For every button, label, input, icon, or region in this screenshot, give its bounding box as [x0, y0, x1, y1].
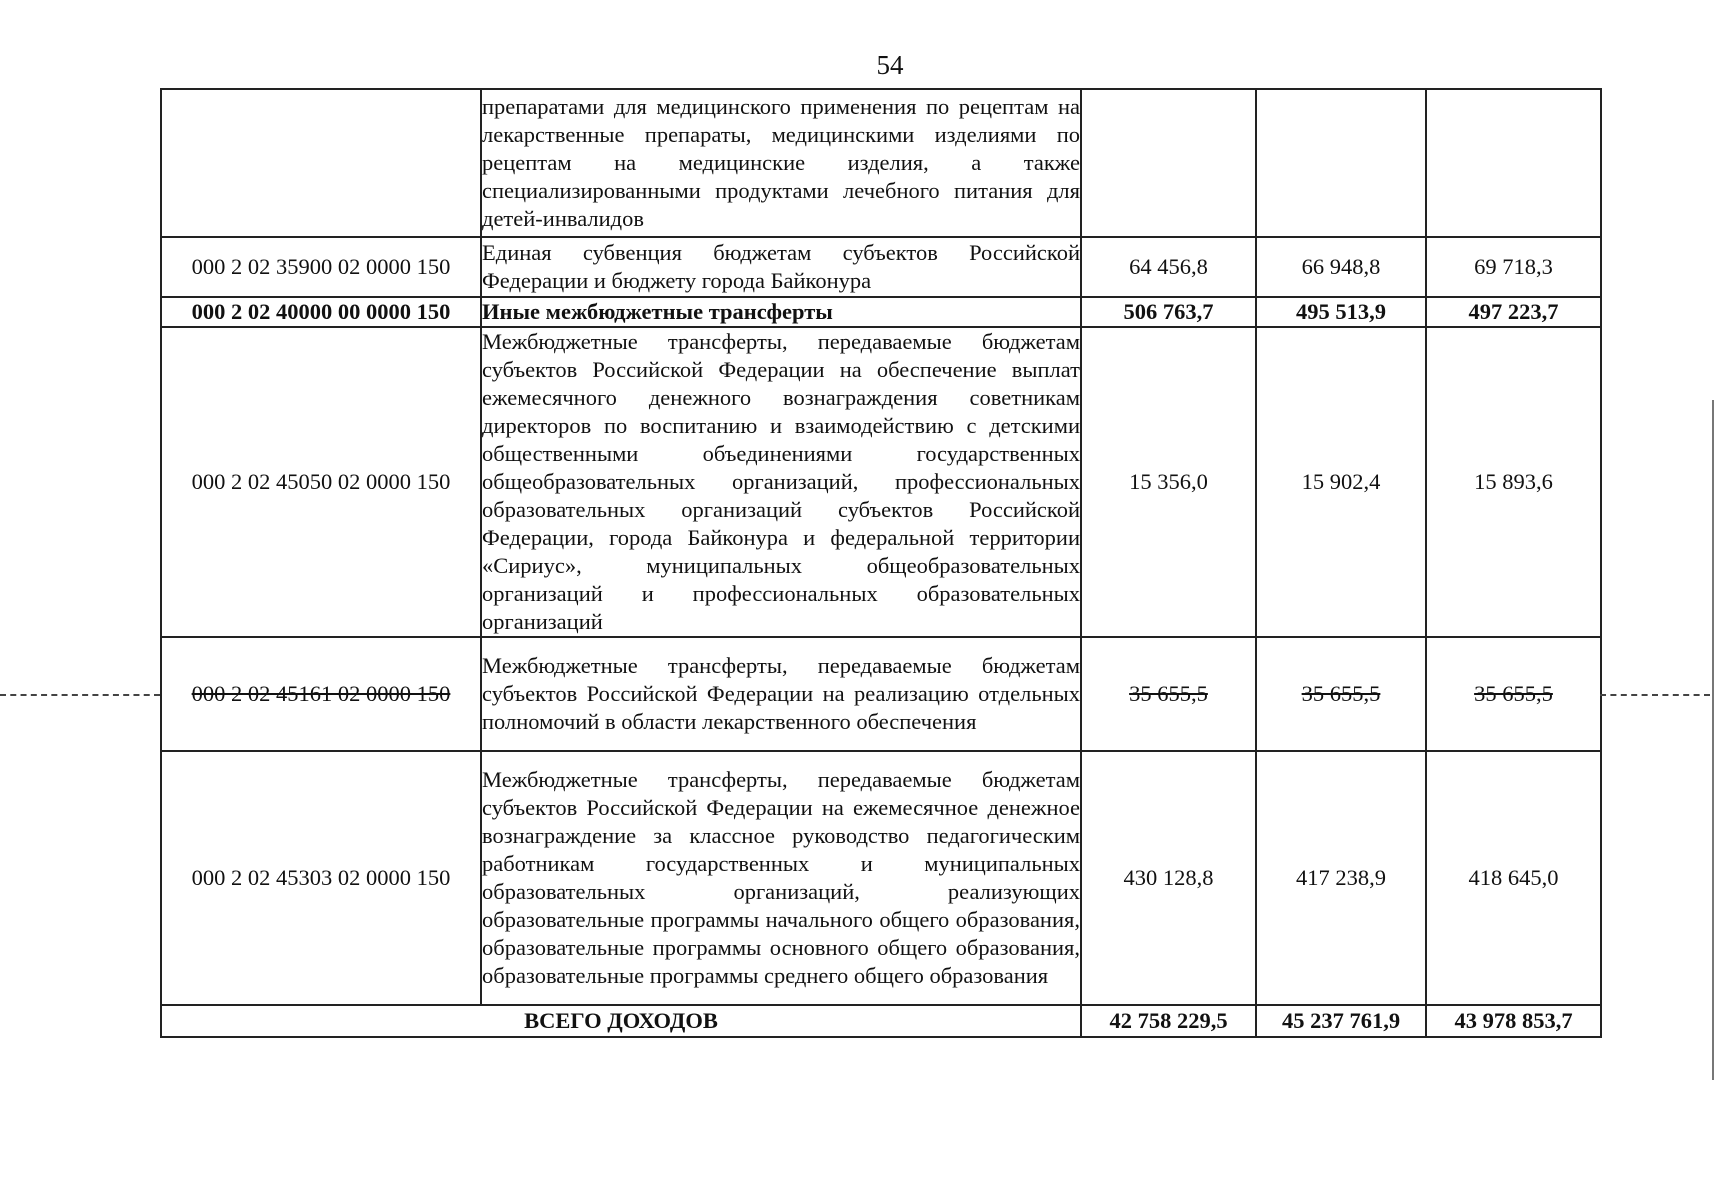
value-year-1: 506 763,7 — [1081, 297, 1256, 327]
value-year-3: 15 893,6 — [1426, 327, 1601, 637]
total-row — [161, 1005, 1601, 1037]
value-year-3: 69 718,3 — [1426, 237, 1601, 297]
value-year-2: 495 513,9 — [1256, 297, 1426, 327]
budget-description: Иные межбюджетные трансферты — [481, 297, 1081, 327]
budget-code — [161, 89, 481, 237]
table-row — [161, 237, 1601, 297]
value-year-3: 35 655,5 — [1426, 637, 1601, 751]
value-year-3 — [1426, 89, 1601, 237]
value-year-2: 15 902,4 — [1256, 327, 1426, 637]
total-value-year-2: 45 237 761,9 — [1256, 1005, 1426, 1037]
total-value-year-3: 43 978 853,7 — [1426, 1005, 1601, 1037]
value-year-1: 15 356,0 — [1081, 327, 1256, 637]
budget-code: 000 2 02 45161 02 0000 150 — [161, 637, 481, 751]
value-year-3: 497 223,7 — [1426, 297, 1601, 327]
budget-description: Межбюджетные трансферты, передаваемые бюджетам субъектов Российской Федерации на ежемесячное денежное вознаграждение за классное руководство педагогическим работникам государственных и муниципальных образовательных организаций, реализующих образовательные программы начального общего образования, образовательные программы основного общего образования, образовательные программы среднего общего образования — [481, 751, 1081, 1005]
total-value-year-1: 42 758 229,5 — [1081, 1005, 1256, 1037]
table-row — [161, 327, 1601, 637]
left-margin-dash — [0, 694, 160, 696]
value-year-1 — [1081, 89, 1256, 237]
budget-code: 000 2 02 45050 02 0000 150 — [161, 327, 481, 637]
scan-edge-line — [1712, 400, 1714, 1080]
budget-code: 000 2 02 40000 00 0000 150 — [161, 297, 481, 327]
budget-code: 000 2 02 45303 02 0000 150 — [161, 751, 481, 1005]
value-year-1: 430 128,8 — [1081, 751, 1256, 1005]
page-number: 54 — [876, 50, 904, 80]
table-row — [161, 89, 1601, 237]
revenue-table — [160, 88, 1602, 1038]
right-margin-dash — [1600, 694, 1710, 696]
value-year-2: 35 655,5 — [1256, 637, 1426, 751]
table-row — [161, 751, 1601, 1005]
value-year-2 — [1256, 89, 1426, 237]
budget-description: Межбюджетные трансферты, передаваемые бюджетам субъектов Российской Федерации на реализацию отдельных полномочий в области лекарственного обеспечения — [481, 637, 1081, 751]
table-row-section — [161, 297, 1601, 327]
value-year-2: 417 238,9 — [1256, 751, 1426, 1005]
budget-description: препаратами для медицинского применения по рецептам на лекарственные препараты, медицинскими изделиями по рецептам на медицинские изделия, а также специализированными продуктами лечебного питания для детей-инвалидов — [481, 89, 1081, 237]
value-year-1: 35 655,5 — [1081, 637, 1256, 751]
value-year-1: 64 456,8 — [1081, 237, 1256, 297]
value-year-2: 66 948,8 — [1256, 237, 1426, 297]
value-year-3: 418 645,0 — [1426, 751, 1601, 1005]
budget-description: Межбюджетные трансферты, передаваемые бюджетам субъектов Российской Федерации на обеспечение выплат ежемесячного денежного вознаграждения советникам директоров по воспитанию и взаимодействию с детскими общественными объединениями государственных общеобразовательных организаций, профессиональных образовательных организаций субъектов Российской Федерации, города Байконура и федеральной территории «Сириус», муниципальных общеобразовательных организаций и профессиональных образовательных организаций — [481, 327, 1081, 637]
budget-code: 000 2 02 35900 02 0000 150 — [161, 237, 481, 297]
total-label: ВСЕГО ДОХОДОВ — [161, 1005, 1081, 1037]
budget-description: Единая субвенция бюджетам субъектов Российской Федерации и бюджету города Байконура — [481, 237, 1081, 297]
table-row-struck — [161, 637, 1601, 751]
